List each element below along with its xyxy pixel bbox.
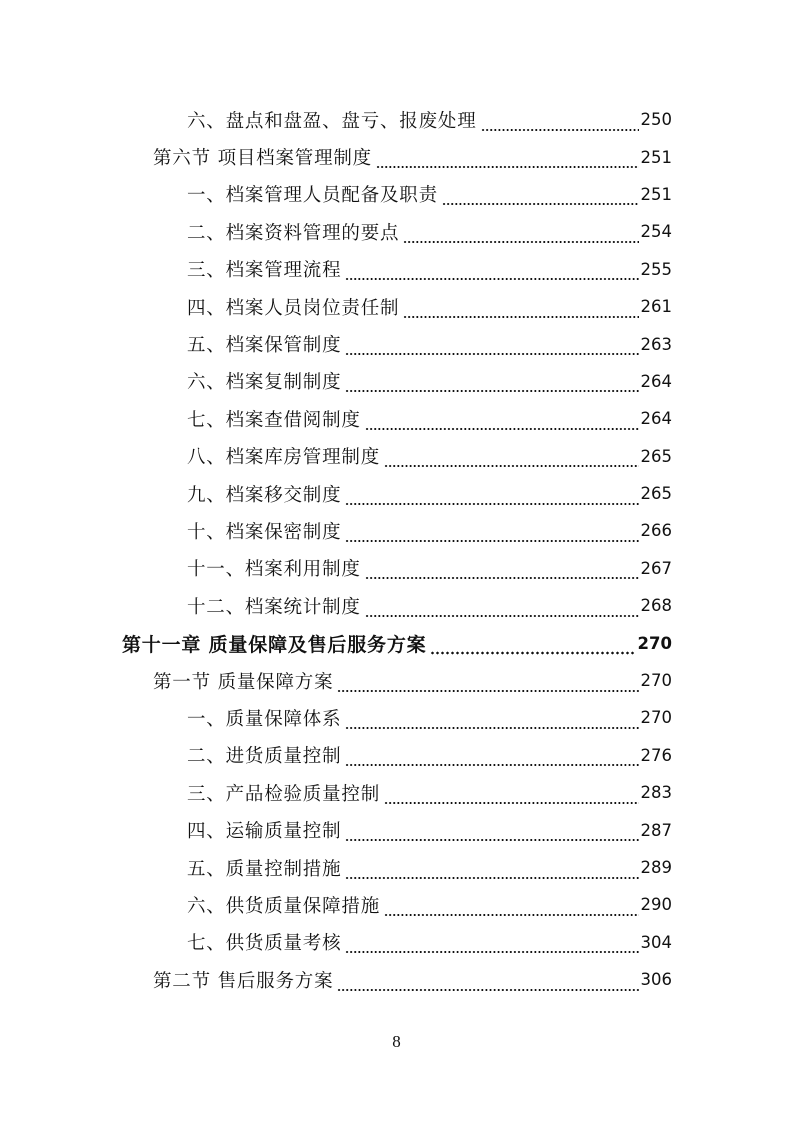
toc-entry-page: 270 — [637, 633, 672, 653]
toc-entry-page: 251 — [640, 184, 672, 204]
toc-entry-title: 三、产品检验质量控制 — [187, 783, 381, 805]
toc-dot-leader — [345, 862, 638, 880]
toc-entry-page: 264 — [640, 409, 672, 429]
toc-entry-title: 六、供货质量保障措施 — [187, 895, 381, 917]
toc-entry[interactable] — [0, 961, 793, 998]
toc-entry-page: 254 — [640, 222, 672, 242]
toc-entry[interactable] — [0, 288, 793, 325]
toc-dot-leader — [345, 936, 638, 954]
toc-entry-title: 十一、档案利用制度 — [187, 559, 361, 581]
toc-dot-leader — [384, 787, 638, 805]
toc-entry-page: 255 — [640, 259, 672, 279]
toc-dot-leader — [345, 263, 638, 281]
toc-entry[interactable] — [0, 849, 793, 886]
toc-entry[interactable] — [0, 176, 793, 213]
toc-entry-page: 276 — [640, 745, 672, 765]
toc-entry-title: 五、档案保管制度 — [187, 335, 342, 357]
toc-entry-page: 265 — [640, 446, 672, 466]
toc-dot-leader — [345, 712, 638, 730]
toc-entry-title: 七、供货质量考核 — [187, 933, 342, 955]
toc-entry[interactable] — [0, 811, 793, 848]
toc-entry-page: 289 — [640, 858, 672, 877]
toc-entry-title: 四、档案人员岗位责任制 — [187, 297, 400, 319]
toc-dot-leader — [430, 637, 635, 655]
toc-entry-page: 265 — [640, 484, 672, 504]
toc-entry-page: 251 — [640, 147, 672, 167]
toc-entry-page: 306 — [640, 970, 672, 990]
toc-entry-title: 六、盘点和盘盈、盘亏、报废处理 — [187, 110, 477, 132]
toc-dot-leader — [442, 188, 639, 206]
toc-entry[interactable] — [0, 587, 793, 624]
toc-entry-title: 三、档案管理流程 — [187, 260, 342, 282]
toc-dot-leader — [384, 450, 638, 468]
toc-dot-leader — [365, 562, 639, 580]
toc-entry-title: 五、质量控制措施 — [187, 858, 342, 880]
toc-entry[interactable] — [0, 438, 793, 475]
toc-entry-page: 261 — [640, 297, 672, 317]
toc-entry-title: 第二节 售后服务方案 — [153, 970, 334, 992]
toc-entry[interactable] — [0, 475, 793, 512]
toc-entry-title: 第六节 项目档案管理制度 — [153, 148, 372, 170]
toc-entry-page: 263 — [640, 334, 672, 354]
toc-entry[interactable] — [0, 400, 793, 437]
toc-entry[interactable] — [0, 924, 793, 961]
toc-entry-page: 304 — [640, 932, 672, 952]
toc-entry[interactable] — [0, 325, 793, 362]
toc-dot-leader — [337, 675, 638, 693]
toc-dot-leader — [345, 525, 638, 543]
toc-entry-page: 267 — [640, 558, 672, 578]
toc-entry-title: 十二、档案统计制度 — [187, 596, 361, 618]
toc-entry[interactable] — [0, 213, 793, 250]
toc-dot-leader — [345, 749, 638, 767]
toc-dot-leader — [345, 375, 638, 393]
toc-entry-title: 四、运输质量控制 — [187, 821, 342, 843]
toc-entry-title: 九、档案移交制度 — [187, 484, 342, 506]
toc-entry-title: 一、档案管理人员配备及职责 — [187, 185, 438, 207]
toc-dot-leader — [345, 488, 638, 506]
toc-entry-page: 270 — [640, 671, 672, 691]
toc-dot-leader — [376, 151, 639, 169]
toc-entry-title: 六、档案复制制度 — [187, 372, 342, 394]
toc-entry[interactable] — [0, 774, 793, 811]
toc-entry-page: 264 — [640, 371, 672, 391]
toc-entry[interactable] — [0, 886, 793, 923]
toc-entry[interactable] — [0, 550, 793, 587]
toc-entry-page: 270 — [640, 708, 672, 728]
toc-entry[interactable] — [0, 737, 793, 774]
toc-dot-leader — [337, 974, 638, 992]
toc-entry-title: 十、档案保密制度 — [187, 521, 342, 543]
toc-chapter-entry[interactable] — [0, 624, 793, 661]
toc-entry-page: 266 — [640, 521, 672, 541]
toc-entry-page: 250 — [640, 110, 672, 130]
toc-entry-page: 283 — [640, 783, 672, 803]
toc-entry-title: 八、档案库房管理制度 — [187, 447, 381, 469]
toc-entry[interactable] — [0, 699, 793, 736]
toc-dot-leader — [365, 413, 639, 431]
toc-entry-page: 290 — [640, 895, 672, 915]
toc-entry-title: 七、档案查借阅制度 — [187, 409, 361, 431]
toc-entry-page: 287 — [640, 820, 672, 840]
toc-entry-title: 第一节 质量保障方案 — [153, 671, 334, 693]
page-number: 8 — [392, 1032, 401, 1051]
toc-dot-leader — [345, 824, 638, 842]
toc-entry[interactable] — [0, 662, 793, 699]
toc-entry-page: 268 — [640, 596, 672, 616]
toc-dot-leader — [403, 301, 638, 319]
toc-entry[interactable] — [0, 251, 793, 288]
toc-dot-leader — [365, 600, 639, 618]
toc-dot-leader — [403, 226, 638, 244]
toc-entry[interactable] — [0, 363, 793, 400]
toc-entry[interactable] — [0, 138, 793, 175]
toc-entry-title: 一、质量保障体系 — [187, 708, 342, 730]
toc-entry-title: 二、档案资料管理的要点 — [187, 222, 400, 244]
toc-entry[interactable] — [0, 512, 793, 549]
table-of-contents — [0, 101, 793, 998]
toc-dot-leader — [384, 899, 638, 917]
toc-entry-title: 二、进货质量控制 — [187, 746, 342, 768]
toc-dot-leader — [345, 338, 638, 356]
toc-entry-title: 第十一章 质量保障及售后服务方案 — [122, 633, 427, 656]
toc-dot-leader — [481, 114, 639, 132]
toc-entry[interactable] — [0, 101, 793, 138]
